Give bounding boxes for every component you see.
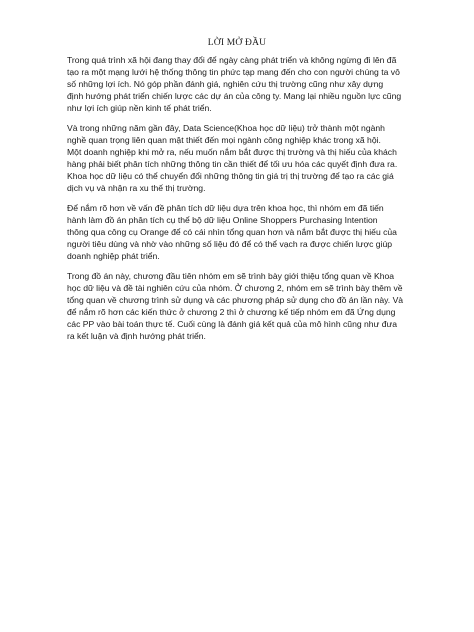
paragraph-1 xyxy=(67,54,419,114)
text-line: thông qua công cụ Orange để có cái nhìn tổng quan hơn và nắm bắt được thị hiếu của xyxy=(67,227,397,237)
text-line: Một doanh nghiệp khi mở ra, nếu muốn nắm bắt được thị trường và thị hiếu của khách xyxy=(67,147,397,157)
text-line: để nắm rõ hơn các kiến thức ở chương 2 thì ở chương kế tiếp nhóm em đã Ứng dụng xyxy=(67,307,396,317)
text-line: Trong quá trình xã hội đang thay đổi để ngày càng phát triển và không ngừng đi lên đã xyxy=(67,55,397,65)
text-line: số những lợi ích. Nó góp phần đánh giá, nghiên cứu thị trường cũng như xây dựng xyxy=(67,79,384,89)
text-line: như lợi ích giúp nền kinh tế phát triển. xyxy=(67,103,212,113)
text-line: hàng phải biết phân tích những thông tin cần thiết để tối ưu hóa các quyết định đưa ra. xyxy=(67,159,398,169)
paragraph-2 xyxy=(67,122,419,194)
paragraph-3 xyxy=(67,202,419,262)
text-line: Khoa học dữ liệu có thể chuyển đổi những thông tin giá trị thị trường để tạo ra các giá xyxy=(67,171,394,181)
text-line: dịch vụ và nhận ra xu thế thị trường. xyxy=(67,183,206,193)
text-line: nghề quan trọng liên quan mật thiết đến mọi ngành công nghiệp khác trong xã hội. xyxy=(67,135,381,145)
page-title: LỜI MỞ ĐẦU xyxy=(207,38,267,48)
text-line: người tiêu dùng và nhờ vào những số liệu đó để có thể vạch ra được chiến lược giúp xyxy=(67,239,393,249)
document-body xyxy=(67,54,419,350)
text-line: ra kết luận và định hướng phát triển. xyxy=(67,331,206,341)
text-line: Và trong những năm gần đây, Data Science(Khoa học dữ liệu) trở thành một ngành xyxy=(67,123,385,133)
text-line: Để nắm rõ hơn về vấn đề phân tích dữ liệu dựa trên khoa học, thì nhóm em đã tiến xyxy=(67,203,384,213)
text-line: học dữ liệu và đề tài nghiên cứu của nhóm. Ở chương 2, nhóm em sẽ trình bày thêm về xyxy=(67,283,403,293)
text-line: tổng quan về chương trình sử dụng và các phương pháp sử dụng cho đồ án lần này. Và xyxy=(67,295,404,305)
text-line: doanh nghiệp phát triển. xyxy=(67,251,160,261)
text-line: Trong đồ án này, chương đầu tiên nhóm em sẽ trình bày giới thiệu tổng quan về Khoa xyxy=(67,271,395,281)
paragraph-4 xyxy=(67,270,419,342)
text-line: tạo ra một mạng lưới hệ thống thông tin phức tạp mang đến cho con người chúng ta vô xyxy=(67,67,400,77)
text-line: các PP vào bài toán thực tế. Cuối cùng là đánh giá kết quả của mô hình cũng như đưa xyxy=(67,319,398,329)
text-line: định hướng phát triển chiến lược các dự án của công ty. Mang lại nhiều nguồn lực cũng xyxy=(67,91,402,101)
text-line: hành làm đồ án phân tích cụ thể bộ dữ liệu Online Shoppers Purchasing Intention xyxy=(67,215,378,225)
